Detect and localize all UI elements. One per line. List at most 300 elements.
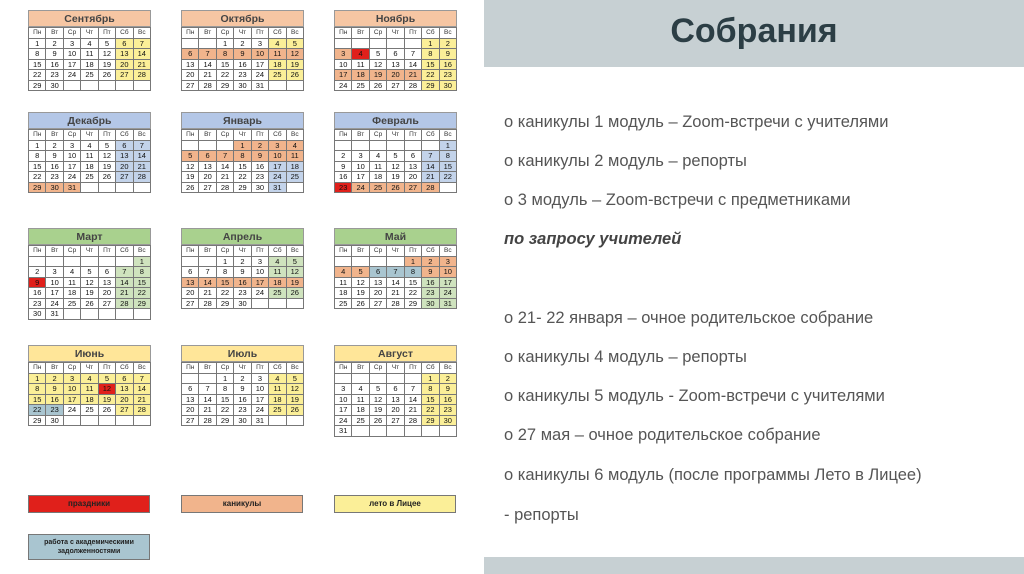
weekday-label: Сб [422,246,439,257]
day-cell: 16 [252,162,269,173]
day-cell: 3 [440,257,457,268]
day-cell: 24 [252,288,269,299]
day-cell: 17 [335,70,352,81]
day-cell: 6 [182,267,199,278]
day-cell: 20 [182,70,199,81]
day-cell: 9 [234,384,251,395]
day-cell: 22 [29,405,46,416]
day-cell: 20 [199,172,216,183]
day-cell: 13 [116,151,133,162]
day-cell [116,416,133,427]
day-cell: 25 [269,288,286,299]
day-cell [217,141,234,152]
day-cell [199,39,216,50]
day-cell: 15 [217,278,234,289]
weekday-label: Пт [405,130,422,141]
day-cell: 27 [387,416,404,427]
day-cell [64,309,81,320]
weekday-label: Вс [134,28,151,39]
weekday-label: Вс [134,130,151,141]
month-calendar [28,112,151,193]
day-cell: 14 [134,49,151,60]
month-grid [28,245,151,320]
day-cell [99,257,116,268]
day-cell [352,141,369,152]
footer-band [484,557,1024,574]
day-cell: 5 [99,39,116,50]
day-cell: 7 [405,384,422,395]
day-cell: 16 [234,278,251,289]
day-cell [81,257,98,268]
day-cell: 19 [352,288,369,299]
day-cell: 7 [134,374,151,385]
day-cell [81,309,98,320]
day-cell: 25 [352,81,369,92]
day-cell: 24 [64,70,81,81]
day-cell: 6 [405,151,422,162]
day-cell: 17 [335,405,352,416]
day-cell [387,374,404,385]
month-calendar [181,345,304,426]
weekday-label: Сб [116,246,133,257]
day-cell: 8 [29,384,46,395]
day-cell [99,416,116,427]
day-cell: 15 [405,278,422,289]
day-cell: 21 [217,172,234,183]
day-cell: 23 [29,299,46,310]
day-cell: 9 [46,384,63,395]
day-cell: 18 [81,60,98,71]
day-cell: 1 [29,39,46,50]
weekday-label: Ср [217,28,234,39]
day-cell: 22 [217,70,234,81]
day-cell: 29 [217,416,234,427]
day-cell: 4 [81,39,98,50]
day-cell [81,183,98,194]
weekday-label: Пн [335,246,352,257]
day-cell: 11 [370,162,387,173]
day-cell: 2 [46,141,63,152]
month-calendar [181,112,304,193]
day-cell: 15 [29,60,46,71]
day-cell: 18 [352,405,369,416]
day-cell: 8 [440,151,457,162]
day-cell: 24 [352,183,369,194]
day-cell: 19 [287,60,304,71]
day-cell: 20 [99,288,116,299]
day-cell: 6 [199,151,216,162]
day-cell: 24 [46,299,63,310]
day-cell: 12 [99,49,116,60]
day-cell [199,257,216,268]
weekday-label: Ср [370,363,387,374]
day-cell: 22 [29,172,46,183]
day-cell [335,257,352,268]
weekday-label: Сб [422,28,439,39]
day-cell: 5 [287,39,304,50]
day-cell: 2 [422,257,439,268]
weekday-label: Пт [99,28,116,39]
day-cell: 30 [234,81,251,92]
day-cell: 17 [64,60,81,71]
day-cell: 13 [182,60,199,71]
day-cell: 28 [134,405,151,416]
month-grid [28,27,151,91]
day-cell: 17 [440,278,457,289]
weekday-label: Чт [234,363,251,374]
weekday-label: Ср [370,246,387,257]
day-cell: 12 [370,395,387,406]
weekday-label: Пн [182,130,199,141]
day-cell: 29 [134,299,151,310]
day-cell: 8 [217,384,234,395]
legend-academic: работа с академическими задолженностями [28,534,150,560]
month-name: Июль [181,345,304,362]
day-cell: 16 [46,60,63,71]
day-cell: 6 [387,384,404,395]
day-cell [387,39,404,50]
day-cell [440,183,457,194]
weekday-label: Вт [352,28,369,39]
day-cell [370,257,387,268]
day-cell: 20 [387,405,404,416]
weekday-label: Ср [64,130,81,141]
month-name: Август [334,345,457,362]
day-cell: 23 [234,70,251,81]
meeting-line-4: по запросу учителей [504,230,682,248]
day-cell: 22 [405,288,422,299]
day-cell [422,141,439,152]
meeting-line-7: o каникулы 5 модуль - Zoom-встречи с учителями [504,387,885,405]
weekday-label: Сб [116,363,133,374]
weekday-label: Пт [99,363,116,374]
day-cell: 7 [134,141,151,152]
day-cell [352,374,369,385]
weekday-label: Вс [440,28,457,39]
day-cell [182,374,199,385]
page-title: Собрания [670,12,838,50]
day-cell [352,39,369,50]
day-cell: 26 [287,288,304,299]
day-cell: 25 [370,183,387,194]
weekday-label: Чт [81,130,98,141]
day-cell: 29 [422,81,439,92]
day-cell [287,416,304,427]
day-cell: 13 [370,278,387,289]
day-cell [64,81,81,92]
day-cell: 24 [335,416,352,427]
weekday-label: Вт [199,28,216,39]
month-grid [334,362,457,437]
day-cell [269,416,286,427]
day-cell: 28 [134,70,151,81]
day-cell: 11 [81,49,98,60]
day-cell: 12 [287,267,304,278]
day-cell: 5 [182,151,199,162]
day-cell: 28 [199,81,216,92]
day-cell: 8 [217,267,234,278]
day-cell: 30 [46,81,63,92]
day-cell: 8 [422,384,439,395]
day-cell: 12 [352,278,369,289]
day-cell: 12 [99,151,116,162]
day-cell [134,183,151,194]
month-name: Июнь [28,345,151,362]
day-cell: 4 [269,39,286,50]
day-cell: 25 [269,70,286,81]
day-cell [387,426,404,437]
day-cell: 15 [29,395,46,406]
month-name: Январь [181,112,304,129]
day-cell: 14 [134,151,151,162]
day-cell: 22 [422,70,439,81]
day-cell: 17 [64,162,81,173]
day-cell: 21 [405,405,422,416]
day-cell: 9 [440,384,457,395]
day-cell: 17 [352,172,369,183]
day-cell: 4 [81,141,98,152]
weekday-label: Вс [134,246,151,257]
meeting-line-6: o каникулы 4 модуль – репорты [504,348,747,366]
weekday-label: Пн [29,246,46,257]
weekday-label: Ср [64,246,81,257]
day-cell: 8 [217,49,234,60]
day-cell: 11 [81,151,98,162]
day-cell: 24 [440,288,457,299]
day-cell: 6 [182,384,199,395]
day-cell: 5 [370,49,387,60]
day-cell: 30 [440,81,457,92]
day-cell: 18 [81,162,98,173]
day-cell [134,81,151,92]
day-cell: 28 [405,416,422,427]
day-cell: 14 [217,162,234,173]
day-cell: 14 [199,60,216,71]
month-name: Декабрь [28,112,151,129]
day-cell [182,257,199,268]
day-cell [99,81,116,92]
day-cell: 23 [335,183,352,194]
day-cell: 27 [182,81,199,92]
day-cell: 22 [29,70,46,81]
day-cell: 15 [422,395,439,406]
day-cell: 19 [81,288,98,299]
weekday-label: Чт [387,28,404,39]
day-cell: 13 [99,278,116,289]
day-cell: 28 [199,299,216,310]
day-cell: 7 [405,49,422,60]
day-cell: 24 [269,172,286,183]
day-cell: 11 [64,278,81,289]
day-cell: 31 [252,416,269,427]
day-cell: 30 [234,416,251,427]
month-grid [28,129,151,193]
day-cell [64,416,81,427]
day-cell [199,141,216,152]
weekday-label: Пн [335,130,352,141]
day-cell: 29 [405,299,422,310]
day-cell: 19 [99,60,116,71]
day-cell: 11 [335,278,352,289]
day-cell: 26 [370,81,387,92]
day-cell: 18 [335,288,352,299]
day-cell: 23 [234,288,251,299]
day-cell: 3 [252,257,269,268]
day-cell [422,426,439,437]
day-cell: 11 [352,60,369,71]
day-cell: 24 [64,172,81,183]
day-cell: 10 [252,49,269,60]
day-cell: 26 [182,183,199,194]
day-cell [252,299,269,310]
day-cell: 14 [199,395,216,406]
day-cell [335,374,352,385]
weekday-label: Чт [234,246,251,257]
day-cell: 23 [46,405,63,416]
month-calendar [334,228,457,309]
day-cell [352,426,369,437]
day-cell: 10 [64,49,81,60]
day-cell: 16 [440,60,457,71]
day-cell: 11 [269,49,286,60]
day-cell: 16 [440,395,457,406]
day-cell: 23 [440,405,457,416]
day-cell: 2 [234,374,251,385]
month-grid [334,245,457,309]
day-cell: 21 [199,405,216,416]
day-cell: 4 [335,267,352,278]
weekday-label: Вс [287,363,304,374]
day-cell: 26 [352,299,369,310]
day-cell: 28 [422,183,439,194]
day-cell [440,426,457,437]
day-cell [370,141,387,152]
meeting-line-10: - репорты [504,506,579,524]
weekday-label: Пн [29,28,46,39]
month-name: Ноябрь [334,10,457,27]
day-cell [287,183,304,194]
weekday-label: Сб [269,130,286,141]
weekday-label: Пн [29,130,46,141]
day-cell: 18 [370,172,387,183]
month-name: Май [334,228,457,245]
weekday-label: Пн [182,363,199,374]
day-cell: 14 [422,162,439,173]
day-cell: 22 [217,405,234,416]
weekday-label: Пн [29,363,46,374]
meeting-line-9: o каникулы 6 модуль (после программы Лето в Лицее) [504,466,922,484]
day-cell: 18 [64,288,81,299]
legend-summer: лето в Лицее [334,495,456,513]
day-cell: 26 [387,183,404,194]
day-cell: 5 [370,384,387,395]
day-cell: 31 [46,309,63,320]
day-cell: 21 [134,395,151,406]
day-cell: 18 [269,60,286,71]
day-cell: 20 [116,60,133,71]
day-cell: 11 [269,267,286,278]
day-cell: 14 [387,278,404,289]
day-cell: 2 [252,141,269,152]
day-cell: 24 [252,70,269,81]
day-cell: 23 [46,70,63,81]
day-cell: 6 [370,267,387,278]
day-cell: 30 [234,299,251,310]
day-cell: 4 [352,49,369,60]
day-cell: 22 [234,172,251,183]
day-cell: 14 [116,278,133,289]
day-cell: 19 [370,70,387,81]
day-cell: 27 [182,299,199,310]
weekday-label: Вт [352,363,369,374]
day-cell: 31 [252,81,269,92]
day-cell: 29 [29,81,46,92]
day-cell: 6 [182,49,199,60]
day-cell: 11 [352,395,369,406]
day-cell: 26 [99,70,116,81]
meeting-line-5: o 21- 22 января – очное родительское собрание [504,309,874,327]
day-cell: 5 [99,141,116,152]
day-cell: 5 [287,374,304,385]
day-cell [287,299,304,310]
day-cell: 26 [99,172,116,183]
day-cell: 13 [116,384,133,395]
day-cell: 2 [440,39,457,50]
day-cell: 10 [252,267,269,278]
day-cell: 1 [234,141,251,152]
day-cell: 27 [405,183,422,194]
day-cell: 27 [370,299,387,310]
day-cell: 15 [134,278,151,289]
day-cell: 23 [234,405,251,416]
day-cell: 9 [234,49,251,60]
day-cell [405,426,422,437]
day-cell: 17 [269,162,286,173]
day-cell: 29 [217,299,234,310]
month-grid [28,362,151,426]
day-cell: 28 [134,172,151,183]
day-cell: 29 [217,81,234,92]
day-cell: 1 [422,374,439,385]
weekday-label: Вс [440,363,457,374]
day-cell: 14 [134,384,151,395]
day-cell: 28 [387,299,404,310]
day-cell: 17 [46,288,63,299]
day-cell: 1 [134,257,151,268]
month-grid [181,27,304,91]
day-cell: 1 [440,141,457,152]
day-cell: 1 [217,39,234,50]
day-cell: 5 [352,267,369,278]
day-cell: 20 [370,288,387,299]
day-cell: 31 [335,426,352,437]
day-cell: 17 [252,278,269,289]
weekday-label: Сб [269,363,286,374]
weekday-label: Сб [422,130,439,141]
day-cell: 13 [199,162,216,173]
month-name: Апрель [181,228,304,245]
weekday-label: Вт [199,130,216,141]
day-cell: 6 [116,39,133,50]
day-cell: 27 [182,416,199,427]
day-cell: 21 [422,172,439,183]
day-cell: 16 [46,162,63,173]
day-cell: 1 [217,257,234,268]
month-name: Февраль [334,112,457,129]
day-cell: 29 [234,183,251,194]
weekday-label: Вт [199,246,216,257]
day-cell: 20 [116,162,133,173]
